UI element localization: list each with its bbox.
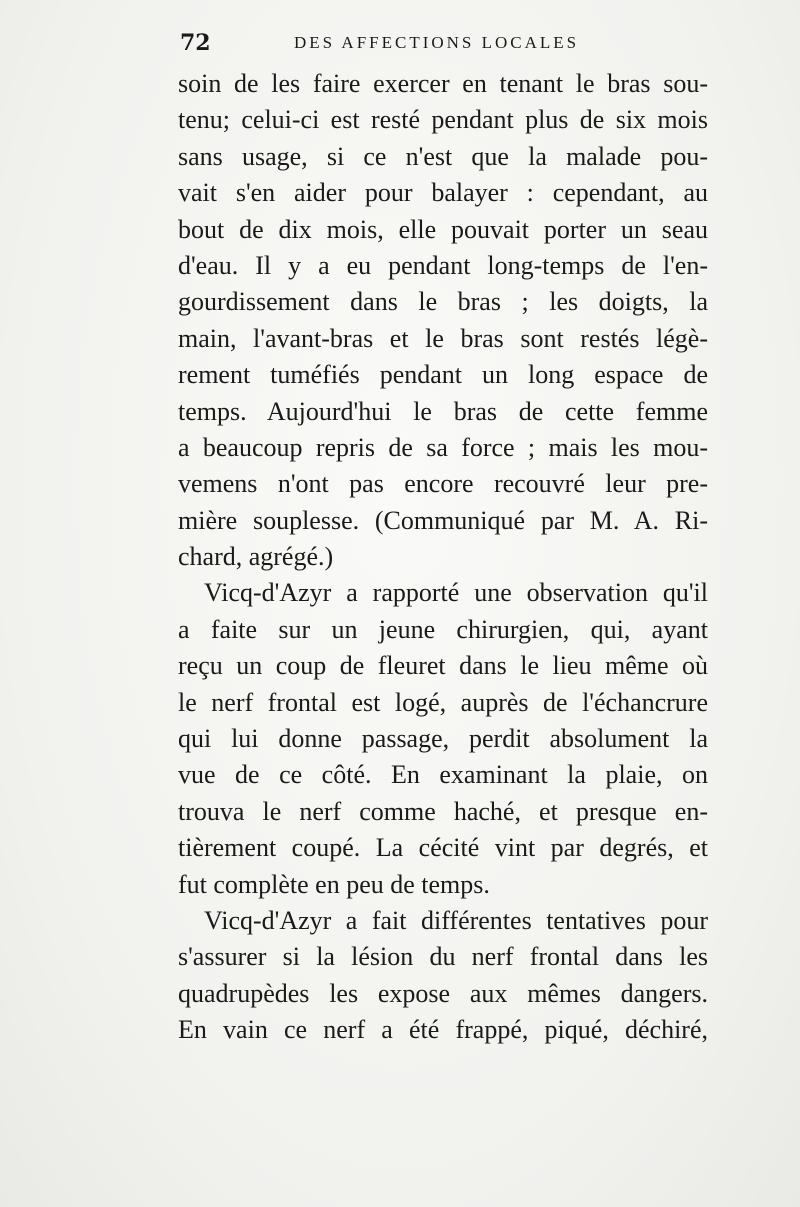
text-line: vait s'en aider pour balayer : cependant, au <box>178 178 708 208</box>
text-line: qui lui donne passage, perdit absolument la <box>178 724 708 754</box>
text-line-paragraph-start: Vicq-d'Azyr a rapporté une observation qu'il <box>204 578 708 608</box>
text-line-paragraph-end: chard, agrégé.) <box>178 542 334 572</box>
text-line: rement tuméfiés pendant un long espace de <box>178 360 708 390</box>
text-line: reçu un coup de fleuret dans le lieu même où <box>178 651 708 681</box>
text-line-paragraph-start: Vicq-d'Azyr a fait différentes tentatives pour <box>204 905 708 935</box>
text-line: En vain ce nerf a été frappé, piqué, déchiré, <box>178 1015 708 1045</box>
text-line: a faite sur un jeune chirurgien, qui, ayant <box>178 614 708 644</box>
text-line: main, l'avant-bras et le bras sont restés légè- <box>178 323 708 353</box>
text-line: vue de ce côté. En examinant la plaie, on <box>178 760 708 790</box>
text-line-paragraph-end: fut complète en peu de temps. <box>178 869 490 899</box>
text-line: mière souplesse. (Communiqué par M. A. Ri- <box>178 505 708 535</box>
text-line: a beaucoup repris de sa force ; mais les mou- <box>178 432 708 462</box>
body-text <box>178 66 708 1049</box>
text-line: sans usage, si ce n'est que la malade pou- <box>178 141 708 171</box>
page-header <box>178 30 718 60</box>
text-line: temps. Aujourd'hui le bras de cette femme <box>178 396 708 426</box>
text-line: tièrement coupé. La cécité vint par degrés, et <box>178 833 708 863</box>
text-line: d'eau. Il y a eu pendant long-temps de l'en- <box>178 250 708 280</box>
text-line: soin de les faire exercer en tenant le bras sou- <box>178 69 708 98</box>
text-line: s'assurer si la lésion du nerf frontal dans les <box>178 942 708 972</box>
page-number: 72 <box>180 30 211 56</box>
text-line: bout de dix mois, elle pouvait porter un seau <box>178 214 708 244</box>
running-head: DES AFFECTIONS LOCALES <box>294 33 580 52</box>
text-line: vemens n'ont pas encore recouvré leur pre- <box>178 469 708 499</box>
text-line: gourdissement dans le bras ; les doigts, la <box>178 287 708 317</box>
text-line: le nerf frontal est logé, auprès de l'échancrure <box>178 687 708 717</box>
text-line: quadrupèdes les expose aux mêmes dangers. <box>178 978 708 1008</box>
text-line: trouva le nerf comme haché, et presque en- <box>178 796 708 826</box>
text-line: tenu; celui-ci est resté pendant plus de six mois <box>178 105 708 135</box>
